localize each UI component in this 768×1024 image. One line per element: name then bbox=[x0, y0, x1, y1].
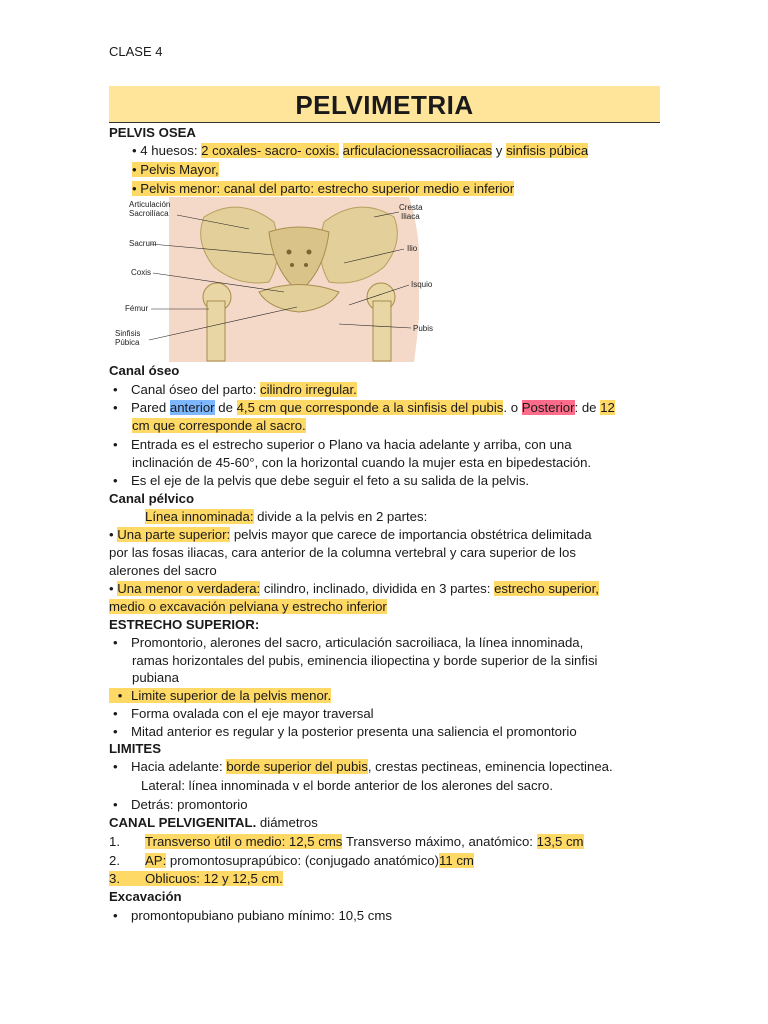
section-heading-limites: LIMITES bbox=[109, 741, 162, 756]
highlight: • Pelvis Mayor, bbox=[132, 162, 219, 177]
list-item: • Forma ovalada con el eje mayor traversal bbox=[113, 706, 374, 721]
label-isquio: Isquio bbox=[411, 280, 433, 289]
highlight: cilindro irregular. bbox=[260, 382, 357, 397]
text: Entrada es el estrecho superior o Plano va hacia adelante y arriba, con una bbox=[131, 437, 572, 452]
heading-text: CANAL PELVIGENITAL. bbox=[109, 815, 257, 830]
item-number: 2. bbox=[109, 853, 120, 868]
list-item-continuation bbox=[132, 417, 306, 434]
text: Forma ovalada con el eje mayor traversal bbox=[131, 706, 374, 721]
page-title: PELVIMETRIA bbox=[109, 86, 660, 123]
list-item: • promontopubiano pubiano mínimo: 10,5 cms bbox=[113, 908, 392, 923]
text: Canal óseo del parto: bbox=[131, 382, 261, 397]
bullet: • bbox=[132, 143, 137, 158]
numbered-item bbox=[109, 852, 474, 869]
label-sacrum: Sacrum bbox=[129, 239, 157, 248]
highlight-pink: Posterior bbox=[521, 400, 575, 415]
section-heading-canal-oseo: Canal óseo bbox=[109, 363, 180, 378]
list-item: • Es el eje de la pelvis que debe seguir el feto a su salida de la pelvis. bbox=[113, 473, 530, 488]
highlight-blue: anterior bbox=[169, 400, 215, 415]
section-heading-estrecho-superior: ESTRECHO SUPERIOR: bbox=[109, 617, 260, 632]
highlight: Oblicuos: 12 y 12,5 cm. bbox=[145, 871, 283, 886]
pelvis-anatomy-figure bbox=[109, 197, 439, 362]
text: Mitad anterior es regular y la posterior presenta una saliencia el promontorio bbox=[131, 724, 577, 739]
paragraph-continuation: alerones del sacro bbox=[109, 563, 217, 578]
item-number: 1. bbox=[109, 834, 120, 849]
list-item bbox=[132, 161, 219, 178]
class-label: CLASE 4 bbox=[109, 44, 163, 59]
highlight: 13,5 cm bbox=[536, 834, 584, 849]
bullet: • bbox=[109, 527, 118, 542]
label-ilio: Ilio bbox=[407, 244, 418, 253]
text: Transverso máximo, anatómico: bbox=[342, 834, 537, 849]
label-coxis: Coxis bbox=[131, 268, 152, 277]
text: Promontorio, alerones del sacro, articulación sacroiliaca, la línea innominada, bbox=[131, 635, 584, 650]
text: divide a la pelvis en 2 partes: bbox=[253, 509, 428, 524]
highlight: Una parte superior: bbox=[117, 527, 231, 542]
highlight: 4,5 cm que corresponde a la sinfisis del pubis bbox=[236, 400, 504, 415]
label-cresta: Cresta bbox=[399, 203, 423, 212]
list-item: • Entrada es el estrecho superior o Plano va hacia adelante y arriba, con una bbox=[113, 437, 572, 452]
text: : de bbox=[574, 400, 601, 415]
highlight: arficulacionessacroiliacas bbox=[342, 143, 493, 158]
highlight: Línea innominada: bbox=[145, 509, 254, 524]
numbered-item bbox=[109, 870, 283, 887]
text: . o bbox=[503, 400, 522, 415]
label-pubis: Pubis bbox=[413, 324, 434, 333]
highlight: 12 bbox=[600, 400, 615, 415]
label-sinfisis: Sinfisis bbox=[115, 329, 141, 338]
highlight: 2 coxales- sacro- coxis. bbox=[201, 143, 339, 158]
highlight: medio o excavación pelviana y estrecho inferior bbox=[109, 599, 387, 614]
paragraph-continuation bbox=[109, 598, 387, 615]
list-item: • Promontorio, alerones del sacro, articulación sacroiliaca, la línea innominada, bbox=[113, 635, 584, 650]
section-heading-pelvis-osea: PELVIS OSEA bbox=[109, 125, 196, 140]
highlight: Limite superior de la pelvis menor. bbox=[131, 688, 332, 703]
highlight: 11 cm bbox=[438, 853, 474, 868]
section-heading-excavacion: Excavación bbox=[109, 889, 182, 904]
highlight: Transverso útil o medio: 12,5 cms bbox=[145, 834, 343, 849]
text: Detrás: promontorio bbox=[131, 797, 248, 812]
paragraph-continuation: por las fosas iliacas, cara anterior de la columna vertebral y cara superior de los bbox=[109, 545, 576, 560]
list-item-continuation: ramas horizontales del pubis, eminencia iliopectina y borde superior de la sinfisi bbox=[132, 653, 598, 668]
highlight: • Pelvis menor: canal del parto: estrecho superior medio e inferior bbox=[132, 181, 515, 196]
list-item: • Limite superior de la pelvis menor. bbox=[109, 687, 331, 704]
text: 4 huesos: bbox=[140, 143, 202, 158]
text: diámetros bbox=[256, 815, 318, 830]
highlight: estrecho superior, bbox=[494, 581, 599, 596]
label-articulacion: Articulación bbox=[129, 200, 171, 209]
list-item bbox=[132, 142, 588, 159]
text: promontopubiano pubiano mínimo: 10,5 cms bbox=[131, 908, 392, 923]
list-item-continuation: pubiana bbox=[132, 670, 179, 685]
text: promontosuprapúbico: (conjugado anatómico) bbox=[166, 853, 439, 868]
paragraph bbox=[109, 580, 599, 597]
text: Es el eje de la pelvis que debe seguir el feto a su salida de la pelvis. bbox=[131, 473, 530, 488]
list-item-continuation: inclinación de 45-60°, con la horizontal cuando la mujer esta en bipedestación. bbox=[132, 455, 592, 470]
highlight: Una menor o verdadera: bbox=[117, 581, 261, 596]
right-femur bbox=[373, 301, 391, 361]
label-sacroiliaca: Sacroilíaca bbox=[129, 209, 169, 218]
text: pelvis mayor que carece de importancia obstétrica delimitada bbox=[230, 527, 592, 542]
text: Pelvis menor: canal del parto: estrecho superior medio e inferior bbox=[140, 181, 515, 196]
text: Hacia adelante: bbox=[131, 759, 227, 774]
paragraph bbox=[109, 526, 592, 543]
text: Pelvis Mayor, bbox=[140, 162, 219, 177]
label-iliaca: Iliaca bbox=[401, 212, 420, 221]
text: cilindro, inclinado, dividida en 3 partes: bbox=[260, 581, 495, 596]
list-item bbox=[132, 180, 514, 197]
list-item: • Canal óseo del parto: cilindro irregular. bbox=[113, 382, 357, 397]
text: de bbox=[214, 400, 237, 415]
list-item: • Mitad anterior es regular y la posterior presenta una saliencia el promontorio bbox=[113, 724, 577, 739]
highlight: sinfisis púbica bbox=[506, 143, 589, 158]
section-heading-canal-pelvigenital bbox=[109, 814, 318, 831]
numbered-item bbox=[109, 833, 584, 850]
label-publica: Púbica bbox=[115, 338, 140, 347]
list-item: • Hacia adelante: borde superior del pubis, crestas pectineas, eminencia lopectinea. bbox=[113, 759, 613, 774]
list-item-continuation: Lateral: línea innominada v el borde anterior de los alerones del sacro. bbox=[141, 778, 553, 793]
left-femur bbox=[207, 301, 225, 361]
label-femur: Fémur bbox=[125, 304, 149, 313]
highlight: cm que corresponde al sacro. bbox=[132, 418, 306, 433]
pelvis-illustration bbox=[109, 197, 439, 362]
list-item: • Detrás: promontorio bbox=[113, 797, 248, 812]
item-number: 3. bbox=[109, 871, 120, 886]
section-heading-canal-pelvico: Canal pélvico bbox=[109, 491, 195, 506]
text: y bbox=[492, 143, 507, 158]
bullet: • bbox=[109, 581, 118, 596]
list-item: • Pared anterior de 4,5 cm que corresponde a la sinfisis del pubis. o Posterior: de 12 bbox=[113, 400, 615, 415]
paragraph bbox=[145, 508, 427, 525]
text: , crestas pectineas, eminencia lopectinea. bbox=[367, 759, 613, 774]
highlight: AP: bbox=[145, 853, 167, 868]
text: Pared bbox=[131, 400, 170, 415]
highlight: borde superior del pubis bbox=[226, 759, 368, 774]
